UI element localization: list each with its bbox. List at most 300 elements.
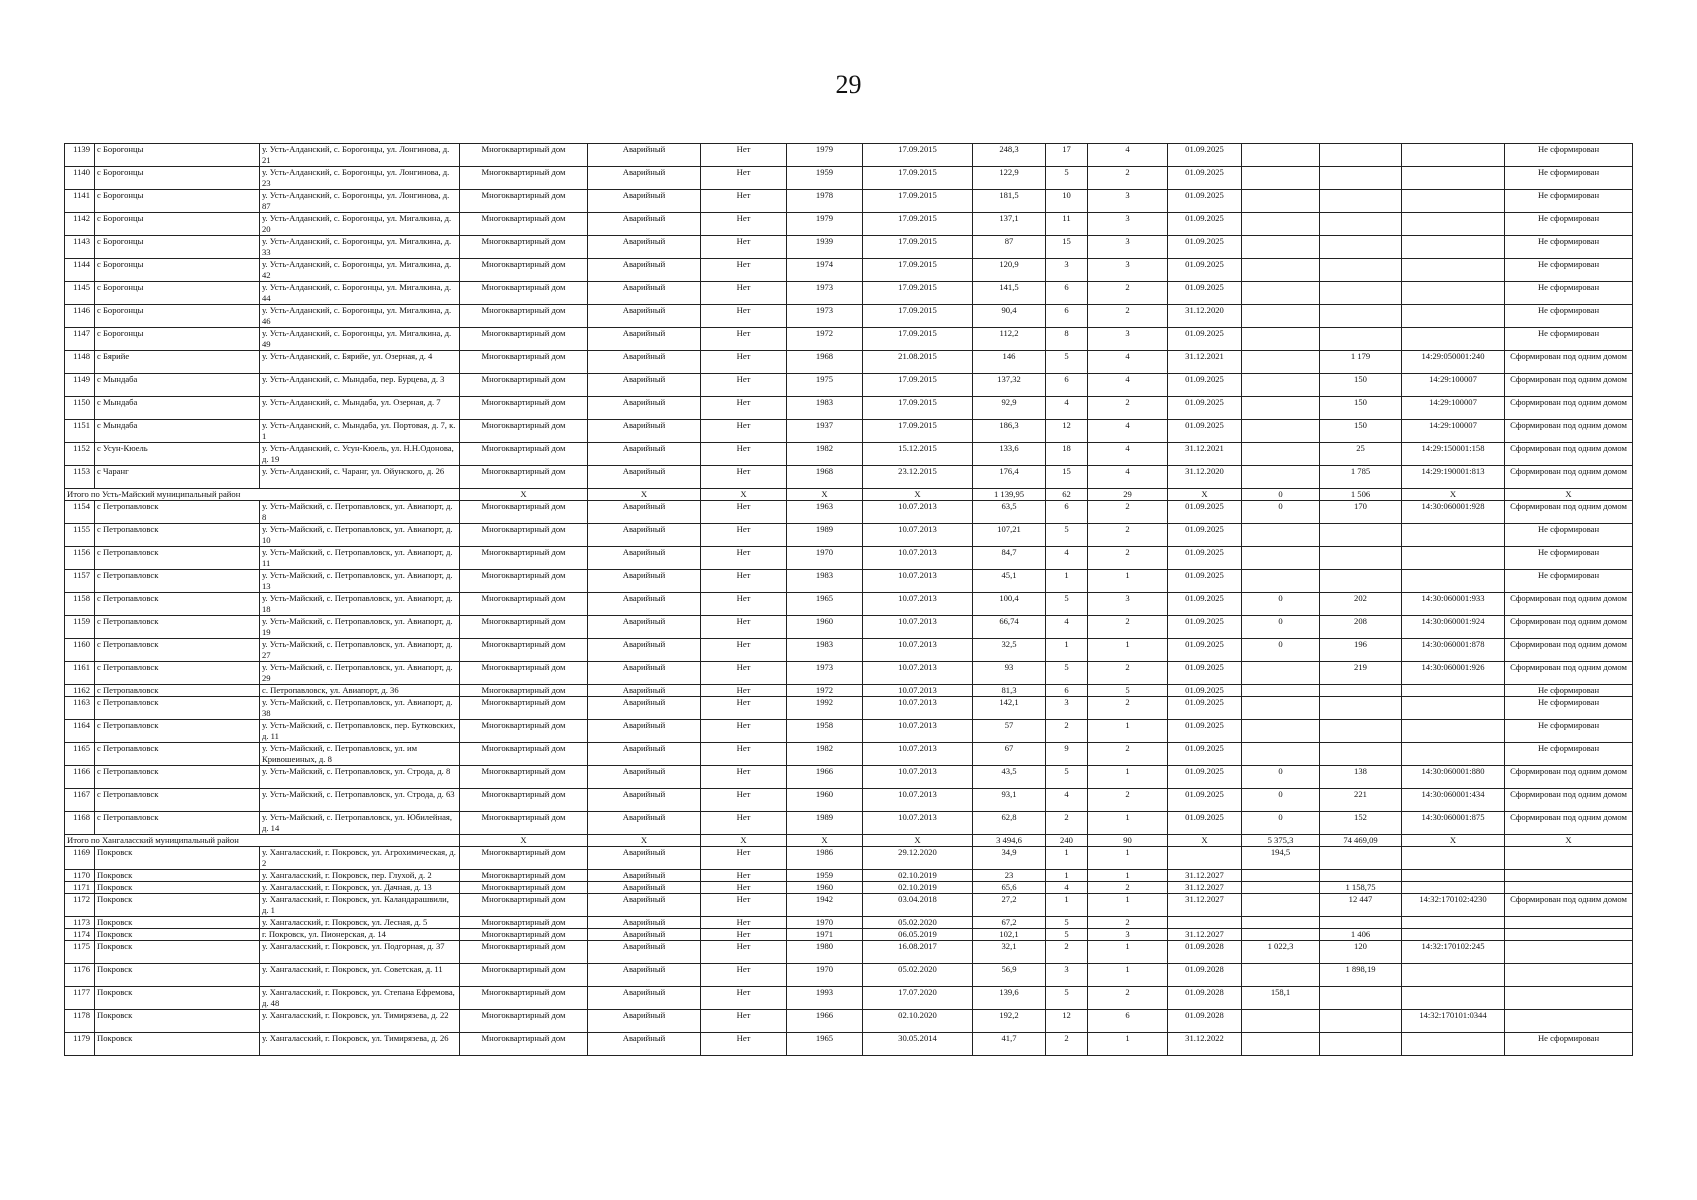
table-row bbox=[65, 593, 1633, 616]
cell-land-area: 152 bbox=[1320, 812, 1402, 835]
cell-recognition-date: 10.07.2013 bbox=[863, 547, 973, 570]
cell-cost bbox=[1242, 466, 1320, 489]
cell-recognition-date: 30.05.2014 bbox=[863, 1033, 973, 1056]
cell-building-type: Многоквартирный дом bbox=[460, 720, 588, 743]
cell-recognition-date: 10.07.2013 bbox=[863, 697, 973, 720]
cell-area: 186,3 bbox=[973, 420, 1046, 443]
cell-address: у. Усть-Алданский, с. Борогонцы, ул. Лонгинова, д. 87 bbox=[260, 190, 460, 213]
cell-row-number: 1152 bbox=[65, 443, 95, 466]
total-cell-building-type: X bbox=[460, 835, 588, 847]
cell-build-year: 1972 bbox=[787, 328, 863, 351]
cell-residents: 5 bbox=[1046, 917, 1088, 929]
cell-building-type: Многоквартирный дом bbox=[460, 570, 588, 593]
cell-building-type: Многоквартирный дом bbox=[460, 894, 588, 917]
cell-residents: 10 bbox=[1046, 190, 1088, 213]
table-row bbox=[65, 236, 1633, 259]
table-row bbox=[65, 167, 1633, 190]
cell-cadastral-number: 14:29:100007 bbox=[1402, 420, 1505, 443]
cell-land-status: Не сформирован bbox=[1505, 282, 1633, 305]
cell-flag: Нет bbox=[701, 236, 787, 259]
cell-relocation-date: 31.12.2022 bbox=[1168, 1033, 1242, 1056]
cell-row-number: 1148 bbox=[65, 351, 95, 374]
cell-land-area bbox=[1320, 917, 1402, 929]
total-cell-cost: 5 375,3 bbox=[1242, 835, 1320, 847]
cell-residents: 1 bbox=[1046, 639, 1088, 662]
cell-build-year: 1958 bbox=[787, 720, 863, 743]
cell-recognition-date: 17.09.2015 bbox=[863, 213, 973, 236]
cell-recognition-date: 21.08.2015 bbox=[863, 351, 973, 374]
cell-address: у. Усть-Майский, с. Петропавловск, ул. Авиапорт, д. 8 bbox=[260, 501, 460, 524]
cell-area: 112,2 bbox=[973, 328, 1046, 351]
total-label: Итого по Усть-Майский муниципальный район bbox=[65, 489, 460, 501]
cell-address: у. Усть-Алданский, с. Мындаба, пер. Бурцева, д. 3 bbox=[260, 374, 460, 397]
cell-apartments: 1 bbox=[1088, 720, 1168, 743]
cell-cost bbox=[1242, 167, 1320, 190]
cell-land-status: Не сформирован bbox=[1505, 1033, 1633, 1056]
total-cell-land-status: X bbox=[1505, 489, 1633, 501]
cell-flag: Нет bbox=[701, 917, 787, 929]
cell-land-area bbox=[1320, 305, 1402, 328]
cell-build-year: 1989 bbox=[787, 524, 863, 547]
cell-condition: Аварийный bbox=[588, 917, 701, 929]
cell-cadastral-number: 14:30:060001:878 bbox=[1402, 639, 1505, 662]
cell-area: 41,7 bbox=[973, 1033, 1046, 1056]
cell-recognition-date: 17.09.2015 bbox=[863, 420, 973, 443]
total-cell-flag: X bbox=[701, 489, 787, 501]
cell-area: 34,9 bbox=[973, 847, 1046, 870]
cell-relocation-date: 31.12.2020 bbox=[1168, 466, 1242, 489]
cell-cost bbox=[1242, 685, 1320, 697]
cell-building-type: Многоквартирный дом bbox=[460, 305, 588, 328]
cell-condition: Аварийный bbox=[588, 443, 701, 466]
cell-address: у. Хангаласский, г. Покровск, ул. Подгорная, д. 37 bbox=[260, 941, 460, 964]
cell-condition: Аварийный bbox=[588, 662, 701, 685]
cell-flag: Нет bbox=[701, 167, 787, 190]
cell-building-type: Многоквартирный дом bbox=[460, 847, 588, 870]
cell-condition: Аварийный bbox=[588, 259, 701, 282]
cell-address: у. Усть-Майский, с. Петропавловск, ул. Авиапорт, д. 10 bbox=[260, 524, 460, 547]
cell-residents: 12 bbox=[1046, 420, 1088, 443]
cell-area: 56,9 bbox=[973, 964, 1046, 987]
cell-condition: Аварийный bbox=[588, 941, 701, 964]
cell-relocation-date: 01.09.2025 bbox=[1168, 720, 1242, 743]
cell-build-year: 1973 bbox=[787, 282, 863, 305]
cell-land-status: Сформирован под одним домом bbox=[1505, 351, 1633, 374]
cell-area: 66,74 bbox=[973, 616, 1046, 639]
cell-relocation-date: 01.09.2025 bbox=[1168, 812, 1242, 835]
cell-building-type: Многоквартирный дом bbox=[460, 685, 588, 697]
cell-build-year: 1970 bbox=[787, 964, 863, 987]
cell-cadastral-number bbox=[1402, 964, 1505, 987]
cell-relocation-date: 01.09.2025 bbox=[1168, 570, 1242, 593]
cell-address: у. Хангаласский, г. Покровск, ул. Каландарашвили, д. 1 bbox=[260, 894, 460, 917]
cell-building-type: Многоквартирный дом bbox=[460, 443, 588, 466]
cell-area: 65,6 bbox=[973, 882, 1046, 894]
table-row bbox=[65, 697, 1633, 720]
cell-cadastral-number bbox=[1402, 305, 1505, 328]
cell-area: 192,2 bbox=[973, 1010, 1046, 1033]
cell-locality: с Борогонцы bbox=[95, 236, 260, 259]
cell-residents: 1 bbox=[1046, 870, 1088, 882]
cell-condition: Аварийный bbox=[588, 882, 701, 894]
cell-apartments: 1 bbox=[1088, 639, 1168, 662]
total-label: Итого по Хангаласский муниципальный район bbox=[65, 835, 460, 847]
cell-residents: 11 bbox=[1046, 213, 1088, 236]
cell-build-year: 1960 bbox=[787, 882, 863, 894]
cell-apartments: 3 bbox=[1088, 328, 1168, 351]
cell-cadastral-number: 14:30:060001:875 bbox=[1402, 812, 1505, 835]
cell-building-type: Многоквартирный дом bbox=[460, 812, 588, 835]
cell-cadastral-number bbox=[1402, 236, 1505, 259]
cell-land-area bbox=[1320, 213, 1402, 236]
cell-land-area bbox=[1320, 987, 1402, 1010]
cell-relocation-date: 31.12.2027 bbox=[1168, 894, 1242, 917]
cell-land-area bbox=[1320, 190, 1402, 213]
table-row bbox=[65, 720, 1633, 743]
cell-building-type: Многоквартирный дом bbox=[460, 929, 588, 941]
cell-relocation-date: 01.09.2028 bbox=[1168, 964, 1242, 987]
cell-land-status: Сформирован под одним домом bbox=[1505, 593, 1633, 616]
table-row bbox=[65, 420, 1633, 443]
cell-residents: 17 bbox=[1046, 144, 1088, 167]
cell-recognition-date: 10.07.2013 bbox=[863, 524, 973, 547]
cell-building-type: Многоквартирный дом bbox=[460, 941, 588, 964]
cell-condition: Аварийный bbox=[588, 236, 701, 259]
cell-residents: 5 bbox=[1046, 593, 1088, 616]
cell-building-type: Многоквартирный дом bbox=[460, 420, 588, 443]
cell-building-type: Многоквартирный дом bbox=[460, 870, 588, 882]
cell-locality: с Петропавловск bbox=[95, 639, 260, 662]
cell-building-type: Многоквартирный дом bbox=[460, 1010, 588, 1033]
cell-flag: Нет bbox=[701, 964, 787, 987]
cell-flag: Нет bbox=[701, 941, 787, 964]
cell-land-area: 150 bbox=[1320, 374, 1402, 397]
cell-residents: 15 bbox=[1046, 236, 1088, 259]
cell-land-status: Не сформирован bbox=[1505, 259, 1633, 282]
table-row bbox=[65, 789, 1633, 812]
cell-recognition-date: 17.09.2015 bbox=[863, 397, 973, 420]
cell-build-year: 1983 bbox=[787, 397, 863, 420]
cell-row-number: 1144 bbox=[65, 259, 95, 282]
cell-row-number: 1169 bbox=[65, 847, 95, 870]
cell-build-year: 1959 bbox=[787, 870, 863, 882]
cell-residents: 6 bbox=[1046, 501, 1088, 524]
cell-land-area: 221 bbox=[1320, 789, 1402, 812]
cell-cost bbox=[1242, 443, 1320, 466]
cell-cadastral-number bbox=[1402, 882, 1505, 894]
total-cell-apartments: 29 bbox=[1088, 489, 1168, 501]
cell-recognition-date: 17.09.2015 bbox=[863, 328, 973, 351]
cell-flag: Нет bbox=[701, 929, 787, 941]
table-row bbox=[65, 351, 1633, 374]
cell-condition: Аварийный bbox=[588, 685, 701, 697]
cell-land-status: Сформирован под одним домом bbox=[1505, 443, 1633, 466]
cell-condition: Аварийный bbox=[588, 501, 701, 524]
cell-condition: Аварийный bbox=[588, 1010, 701, 1033]
cell-address: у. Усть-Майский, с. Петропавловск, ул. Авиапорт, д. 18 bbox=[260, 593, 460, 616]
cell-area: 27,2 bbox=[973, 894, 1046, 917]
cell-cost bbox=[1242, 662, 1320, 685]
cell-relocation-date: 31.12.2027 bbox=[1168, 882, 1242, 894]
cell-building-type: Многоквартирный дом bbox=[460, 882, 588, 894]
cell-condition: Аварийный bbox=[588, 964, 701, 987]
cell-condition: Аварийный bbox=[588, 144, 701, 167]
cell-land-area: 170 bbox=[1320, 501, 1402, 524]
cell-address: у. Усть-Майский, с. Петропавловск, ул. им Кривошеиных, д. 8 bbox=[260, 743, 460, 766]
cell-flag: Нет bbox=[701, 282, 787, 305]
cell-build-year: 1983 bbox=[787, 570, 863, 593]
cell-recognition-date: 17.09.2015 bbox=[863, 305, 973, 328]
cell-cadastral-number bbox=[1402, 167, 1505, 190]
cell-residents: 6 bbox=[1046, 374, 1088, 397]
cell-relocation-date: 01.09.2025 bbox=[1168, 236, 1242, 259]
cell-address: у. Усть-Алданский, с. Борогонцы, ул. Мигалкина, д. 49 bbox=[260, 328, 460, 351]
cell-residents: 4 bbox=[1046, 547, 1088, 570]
cell-land-area bbox=[1320, 328, 1402, 351]
cell-building-type: Многоквартирный дом bbox=[460, 167, 588, 190]
cell-land-area: 1 179 bbox=[1320, 351, 1402, 374]
cell-flag: Нет bbox=[701, 743, 787, 766]
cell-flag: Нет bbox=[701, 662, 787, 685]
cell-cadastral-number: 14:32:170102:4230 bbox=[1402, 894, 1505, 917]
cell-condition: Аварийный bbox=[588, 593, 701, 616]
cell-address: у. Усть-Майский, с. Петропавловск, ул. Авиапорт, д. 11 bbox=[260, 547, 460, 570]
cell-address: у. Усть-Майский, с. Петропавловск, ул. Авиапорт, д. 29 bbox=[260, 662, 460, 685]
cell-relocation-date: 01.09.2028 bbox=[1168, 1010, 1242, 1033]
cell-land-status: Сформирован под одним домом bbox=[1505, 766, 1633, 789]
cell-area: 67 bbox=[973, 743, 1046, 766]
cell-locality: с Петропавловск bbox=[95, 616, 260, 639]
cell-locality: с Борогонцы bbox=[95, 190, 260, 213]
cell-flag: Нет bbox=[701, 720, 787, 743]
cell-apartments: 4 bbox=[1088, 443, 1168, 466]
cell-area: 120,9 bbox=[973, 259, 1046, 282]
cell-build-year: 1971 bbox=[787, 929, 863, 941]
cell-land-status: Не сформирован bbox=[1505, 547, 1633, 570]
cell-land-area: 1 785 bbox=[1320, 466, 1402, 489]
cell-row-number: 1161 bbox=[65, 662, 95, 685]
cell-apartments: 3 bbox=[1088, 929, 1168, 941]
cell-address: г. Покровск, ул. Пионерская, д. 14 bbox=[260, 929, 460, 941]
cell-residents: 6 bbox=[1046, 305, 1088, 328]
cell-locality: с Петропавловск bbox=[95, 524, 260, 547]
cell-recognition-date: 10.07.2013 bbox=[863, 616, 973, 639]
cell-apartments: 2 bbox=[1088, 397, 1168, 420]
cell-cost bbox=[1242, 743, 1320, 766]
cell-flag: Нет bbox=[701, 397, 787, 420]
cell-area: 81,3 bbox=[973, 685, 1046, 697]
cell-apartments: 4 bbox=[1088, 420, 1168, 443]
cell-row-number: 1170 bbox=[65, 870, 95, 882]
cell-recognition-date: 02.10.2020 bbox=[863, 1010, 973, 1033]
cell-residents: 3 bbox=[1046, 697, 1088, 720]
cell-build-year: 1973 bbox=[787, 662, 863, 685]
cell-address: у. Усть-Майский, с. Петропавловск, ул. Авиапорт, д. 27 bbox=[260, 639, 460, 662]
cell-relocation-date: 01.09.2025 bbox=[1168, 420, 1242, 443]
cell-land-status: Не сформирован bbox=[1505, 570, 1633, 593]
cell-area: 176,4 bbox=[973, 466, 1046, 489]
cell-land-area bbox=[1320, 870, 1402, 882]
cell-row-number: 1151 bbox=[65, 420, 95, 443]
cell-build-year: 1968 bbox=[787, 351, 863, 374]
cell-build-year: 1960 bbox=[787, 789, 863, 812]
cell-land-status bbox=[1505, 847, 1633, 870]
cell-cadastral-number: 14:32:170101:0344 bbox=[1402, 1010, 1505, 1033]
cell-apartments: 2 bbox=[1088, 282, 1168, 305]
table-row bbox=[65, 570, 1633, 593]
table-row bbox=[65, 870, 1633, 882]
cell-locality: Покровск bbox=[95, 882, 260, 894]
total-cell-recognition-date: X bbox=[863, 489, 973, 501]
cell-area: 32,5 bbox=[973, 639, 1046, 662]
cell-land-status: Сформирован под одним домом bbox=[1505, 789, 1633, 812]
cell-relocation-date bbox=[1168, 847, 1242, 870]
cell-relocation-date: 01.09.2025 bbox=[1168, 524, 1242, 547]
cell-apartments: 2 bbox=[1088, 743, 1168, 766]
cell-cost bbox=[1242, 894, 1320, 917]
cell-row-number: 1150 bbox=[65, 397, 95, 420]
cell-apartments: 2 bbox=[1088, 547, 1168, 570]
cell-locality: с Чаранг bbox=[95, 466, 260, 489]
cell-build-year: 1972 bbox=[787, 685, 863, 697]
cell-land-area bbox=[1320, 1010, 1402, 1033]
cell-cadastral-number bbox=[1402, 524, 1505, 547]
cell-locality: с Петропавловск bbox=[95, 501, 260, 524]
cell-locality: с Борогонцы bbox=[95, 213, 260, 236]
cell-apartments: 2 bbox=[1088, 789, 1168, 812]
cell-recognition-date: 17.09.2015 bbox=[863, 282, 973, 305]
cell-cadastral-number bbox=[1402, 144, 1505, 167]
cell-recognition-date: 17.09.2015 bbox=[863, 190, 973, 213]
cell-build-year: 1937 bbox=[787, 420, 863, 443]
cell-condition: Аварийный bbox=[588, 639, 701, 662]
cell-recognition-date: 02.10.2019 bbox=[863, 870, 973, 882]
cell-address: у. Усть-Майский, с. Петропавловск, ул. Строда, д. 63 bbox=[260, 789, 460, 812]
cell-flag: Нет bbox=[701, 570, 787, 593]
cell-row-number: 1162 bbox=[65, 685, 95, 697]
cell-land-area bbox=[1320, 743, 1402, 766]
cell-flag: Нет bbox=[701, 213, 787, 236]
total-cell-land-area: 1 506 bbox=[1320, 489, 1402, 501]
cell-land-area bbox=[1320, 524, 1402, 547]
table-row bbox=[65, 964, 1633, 987]
cell-cadastral-number: 14:29:050001:240 bbox=[1402, 351, 1505, 374]
cell-residents: 5 bbox=[1046, 662, 1088, 685]
cell-flag: Нет bbox=[701, 524, 787, 547]
cell-locality: с Бярийе bbox=[95, 351, 260, 374]
table-row bbox=[65, 987, 1633, 1010]
cell-recognition-date: 10.07.2013 bbox=[863, 789, 973, 812]
cell-area: 133,6 bbox=[973, 443, 1046, 466]
cell-area: 87 bbox=[973, 236, 1046, 259]
cell-row-number: 1168 bbox=[65, 812, 95, 835]
cell-building-type: Многоквартирный дом bbox=[460, 697, 588, 720]
cell-area: 43,5 bbox=[973, 766, 1046, 789]
cell-build-year: 1965 bbox=[787, 593, 863, 616]
cell-build-year: 1982 bbox=[787, 743, 863, 766]
cell-land-area bbox=[1320, 167, 1402, 190]
cell-row-number: 1156 bbox=[65, 547, 95, 570]
page-number: 29 bbox=[835, 70, 862, 99]
cell-cadastral-number bbox=[1402, 570, 1505, 593]
cell-row-number: 1142 bbox=[65, 213, 95, 236]
cell-relocation-date: 01.09.2025 bbox=[1168, 282, 1242, 305]
cell-land-status: Не сформирован bbox=[1505, 697, 1633, 720]
cell-cost: 0 bbox=[1242, 766, 1320, 789]
cell-building-type: Многоквартирный дом bbox=[460, 662, 588, 685]
cell-area: 67,2 bbox=[973, 917, 1046, 929]
cell-flag: Нет bbox=[701, 593, 787, 616]
cell-locality: Покровск bbox=[95, 917, 260, 929]
total-cell-area: 3 494,6 bbox=[973, 835, 1046, 847]
cell-area: 139,6 bbox=[973, 987, 1046, 1010]
cell-cost bbox=[1242, 882, 1320, 894]
cell-cadastral-number: 14:29:100007 bbox=[1402, 374, 1505, 397]
table-row bbox=[65, 443, 1633, 466]
cell-locality: Покровск bbox=[95, 847, 260, 870]
cell-land-status: Сформирован под одним домом bbox=[1505, 812, 1633, 835]
cell-cost bbox=[1242, 570, 1320, 593]
table-row bbox=[65, 812, 1633, 835]
cell-recognition-date: 10.07.2013 bbox=[863, 501, 973, 524]
cell-building-type: Многоквартирный дом bbox=[460, 1033, 588, 1056]
cell-condition: Аварийный bbox=[588, 697, 701, 720]
cell-row-number: 1176 bbox=[65, 964, 95, 987]
cell-flag: Нет bbox=[701, 190, 787, 213]
cell-cost bbox=[1242, 351, 1320, 374]
cell-relocation-date: 01.09.2025 bbox=[1168, 662, 1242, 685]
cell-condition: Аварийный bbox=[588, 743, 701, 766]
cell-recognition-date: 06.05.2019 bbox=[863, 929, 973, 941]
cell-cadastral-number bbox=[1402, 929, 1505, 941]
table-row bbox=[65, 374, 1633, 397]
cell-address: у. Хангаласский, г. Покровск, пер. Глухой, д. 2 bbox=[260, 870, 460, 882]
total-cell-residents: 62 bbox=[1046, 489, 1088, 501]
cell-apartments: 3 bbox=[1088, 259, 1168, 282]
cell-land-status bbox=[1505, 987, 1633, 1010]
cell-row-number: 1160 bbox=[65, 639, 95, 662]
cell-recognition-date: 17.07.2020 bbox=[863, 987, 973, 1010]
table-row bbox=[65, 1010, 1633, 1033]
cell-address: у. Усть-Алданский, с. Мындаба, ул. Озерная, д. 7 bbox=[260, 397, 460, 420]
cell-condition: Аварийный bbox=[588, 213, 701, 236]
cell-condition: Аварийный bbox=[588, 420, 701, 443]
cell-locality: с Петропавловск bbox=[95, 720, 260, 743]
cell-row-number: 1154 bbox=[65, 501, 95, 524]
cell-cadastral-number bbox=[1402, 282, 1505, 305]
cell-recognition-date: 03.04.2018 bbox=[863, 894, 973, 917]
cell-apartments: 1 bbox=[1088, 766, 1168, 789]
cell-locality: с Петропавловск bbox=[95, 812, 260, 835]
cell-row-number: 1159 bbox=[65, 616, 95, 639]
cell-cadastral-number bbox=[1402, 720, 1505, 743]
cell-area: 137,1 bbox=[973, 213, 1046, 236]
cell-building-type: Многоквартирный дом bbox=[460, 144, 588, 167]
cell-locality: с Петропавловск bbox=[95, 593, 260, 616]
cell-relocation-date: 01.09.2025 bbox=[1168, 639, 1242, 662]
cell-cadastral-number: 14:29:150001:158 bbox=[1402, 443, 1505, 466]
cell-cadastral-number bbox=[1402, 213, 1505, 236]
table-row bbox=[65, 766, 1633, 789]
cell-relocation-date: 31.12.2021 bbox=[1168, 443, 1242, 466]
cell-address: у. Хангаласский, г. Покровск, ул. Тимирязева, д. 22 bbox=[260, 1010, 460, 1033]
cell-row-number: 1140 bbox=[65, 167, 95, 190]
cell-row-number: 1175 bbox=[65, 941, 95, 964]
table-row bbox=[65, 1033, 1633, 1056]
table-row bbox=[65, 662, 1633, 685]
cell-condition: Аварийный bbox=[588, 351, 701, 374]
cell-area: 63,5 bbox=[973, 501, 1046, 524]
